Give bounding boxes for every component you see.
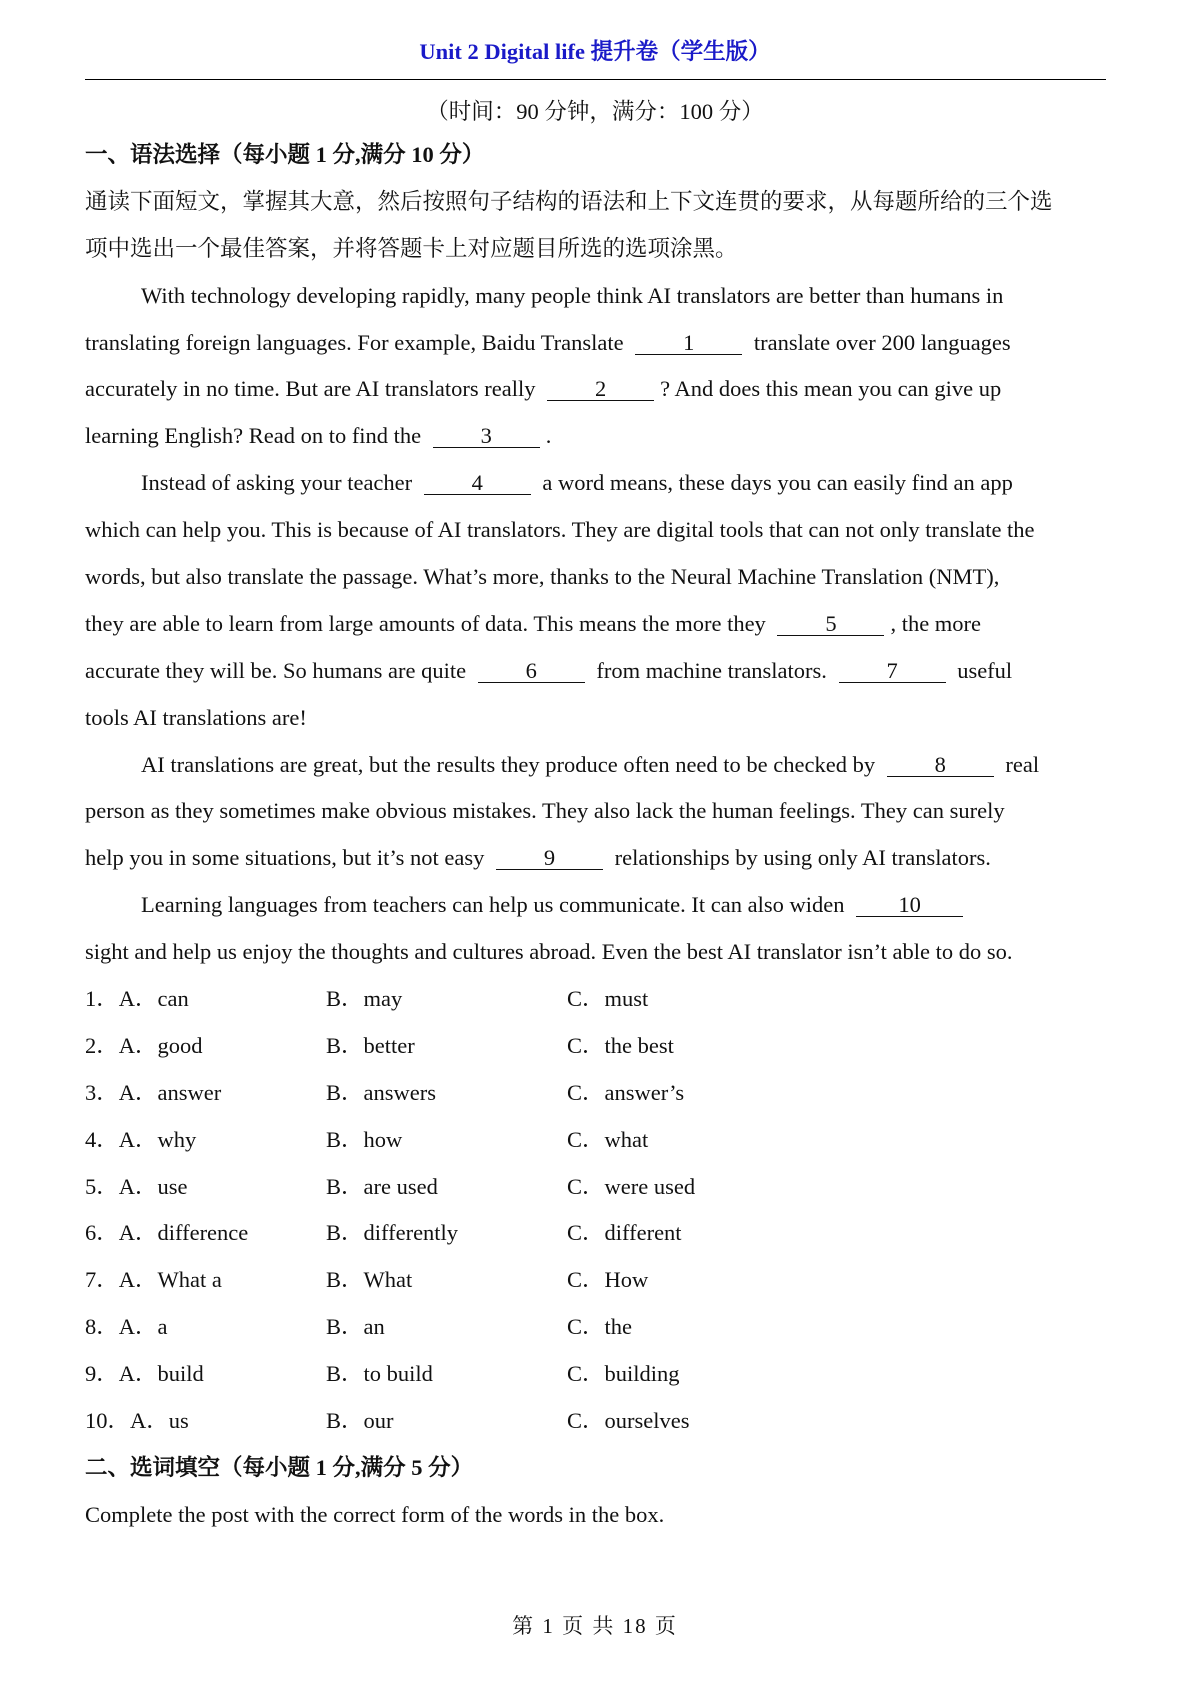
passage-line bbox=[85, 366, 1115, 413]
passage-text: accurately in no time. But are AI translators really bbox=[85, 376, 542, 402]
option-b[interactable]: B．better bbox=[326, 1032, 415, 1058]
option-b[interactable]: B．may bbox=[326, 986, 403, 1012]
passage-line bbox=[85, 882, 1115, 929]
section1-intro-line: 项中选出一个最佳答案，并将答题卡上对应题目所选的选项涂黑。 bbox=[85, 235, 738, 261]
passage-text: translating foreign languages. For example, Baidu Translate bbox=[85, 329, 630, 355]
passage-text: person as they sometimes make obvious mistakes. They also lack the human feelings. They can surely bbox=[85, 798, 1005, 824]
passage-line bbox=[85, 554, 1115, 601]
blank-5: 5 bbox=[777, 613, 884, 636]
question-options-row bbox=[85, 1210, 1115, 1257]
option-b[interactable]: B．how bbox=[326, 1126, 403, 1152]
passage-line bbox=[85, 413, 1115, 460]
question-options-row bbox=[85, 1117, 1115, 1164]
section1-intro-line: 通读下面短文，掌握其大意，然后按照句子结构的语法和上下文连贯的要求，从每题所给的三个选 bbox=[85, 188, 1053, 214]
option-b[interactable]: B．What bbox=[326, 1267, 413, 1293]
option-a[interactable]: 5．A．use bbox=[85, 1173, 188, 1199]
option-c[interactable]: C．were used bbox=[567, 1173, 696, 1199]
blank-9: 9 bbox=[496, 847, 603, 870]
question-options-row bbox=[85, 1398, 1115, 1445]
question-options-row bbox=[85, 1304, 1115, 1351]
passage-line bbox=[85, 648, 1115, 695]
question-options-row bbox=[85, 976, 1115, 1023]
page-number: 第 1 页 共 18 页 bbox=[512, 1614, 678, 1638]
section2-heading: 二、选词填空（每小题 1 分,满分 5 分） bbox=[85, 1454, 474, 1480]
option-c[interactable]: C．the best bbox=[567, 1032, 674, 1058]
passage-text: help you in some situations, but it’s not easy bbox=[85, 845, 490, 871]
option-a[interactable]: 1．A．can bbox=[85, 986, 189, 1012]
option-b[interactable]: B．to build bbox=[326, 1361, 433, 1387]
passage-text: accurate they will be. So humans are quite bbox=[85, 657, 472, 683]
passage-text: learning English? Read on to find the bbox=[85, 423, 427, 449]
option-a[interactable]: 9．A．build bbox=[85, 1361, 204, 1387]
blank-6: 6 bbox=[478, 660, 585, 683]
header-divider bbox=[85, 79, 1106, 80]
passage-line bbox=[85, 929, 1115, 976]
passage-line bbox=[85, 460, 1115, 507]
option-a[interactable]: 6．A．difference bbox=[85, 1220, 249, 1246]
passage-line bbox=[85, 320, 1115, 367]
blank-2: 2 bbox=[547, 378, 654, 401]
option-c[interactable]: C．the bbox=[567, 1314, 632, 1340]
option-c[interactable]: C．what bbox=[567, 1126, 649, 1152]
document-title: Unit 2 Digital life 提升卷（学生版） bbox=[419, 39, 771, 64]
blank-7: 7 bbox=[839, 660, 946, 683]
option-b[interactable]: B．our bbox=[326, 1408, 394, 1434]
passage-text: Learning languages from teachers can help us communicate. It can also widen bbox=[141, 892, 851, 918]
option-a[interactable]: 3．A．answer bbox=[85, 1079, 222, 1105]
passage-line bbox=[85, 273, 1115, 320]
passage-text: useful bbox=[951, 657, 1013, 683]
passage-line bbox=[85, 601, 1115, 648]
question-options-row bbox=[85, 1023, 1115, 1070]
blank-8: 8 bbox=[887, 754, 994, 777]
option-c[interactable]: C．How bbox=[567, 1267, 649, 1293]
passage-text: ? And does this mean you can give up bbox=[660, 376, 1002, 402]
option-a[interactable]: 10．A．us bbox=[85, 1408, 189, 1434]
option-c[interactable]: C．different bbox=[567, 1220, 682, 1246]
time-info: （时间：90 分钟，满分：100 分） bbox=[426, 99, 764, 124]
blank-3: 3 bbox=[433, 425, 540, 448]
passage bbox=[85, 273, 1115, 976]
passage-text: sight and help us enjoy the thoughts and cultures abroad. Even the best AI translator isn’t able to do so. bbox=[85, 939, 1013, 965]
option-b[interactable]: B．are used bbox=[326, 1173, 438, 1199]
option-a[interactable]: 8．A．a bbox=[85, 1314, 168, 1340]
passage-text: , the more bbox=[890, 610, 982, 636]
passage-line bbox=[85, 695, 1115, 742]
passage-text: they are able to learn from large amounts of data. This means the more they bbox=[85, 610, 772, 636]
blank-10: 10 bbox=[856, 894, 963, 917]
passage-line bbox=[85, 835, 1115, 882]
option-a[interactable]: 7．A．What a bbox=[85, 1267, 222, 1293]
option-b[interactable]: B．an bbox=[326, 1314, 385, 1340]
option-c[interactable]: C．building bbox=[567, 1361, 680, 1387]
passage-text: AI translations are great, but the results they produce often need to be checked by bbox=[141, 751, 881, 777]
section2-instruction: Complete the post with the correct form of the words in the box. bbox=[85, 1501, 665, 1527]
blank-4: 4 bbox=[424, 472, 531, 495]
passage-line bbox=[85, 507, 1115, 554]
section1-heading: 一、语法选择（每小题 1 分,满分 10 分） bbox=[85, 142, 485, 167]
option-c[interactable]: C．ourselves bbox=[567, 1408, 690, 1434]
question-options-row bbox=[85, 1070, 1115, 1117]
blank-1: 1 bbox=[635, 332, 742, 355]
question-options-row bbox=[85, 1257, 1115, 1304]
passage-text: relationships by using only AI translators. bbox=[608, 845, 991, 871]
question-options-row bbox=[85, 1164, 1115, 1211]
passage-text: from machine translators. bbox=[590, 657, 833, 683]
passage-line bbox=[85, 742, 1115, 789]
question-options-row bbox=[85, 1351, 1115, 1398]
document-body bbox=[85, 132, 1115, 1539]
passage-line bbox=[85, 788, 1115, 835]
option-c[interactable]: C．must bbox=[567, 986, 649, 1012]
passage-text: Instead of asking your teacher bbox=[141, 470, 418, 496]
option-b[interactable]: B．answers bbox=[326, 1079, 436, 1105]
passage-text: tools AI translations are! bbox=[85, 704, 307, 730]
option-b[interactable]: B．differently bbox=[326, 1220, 459, 1246]
passage-text: real bbox=[999, 751, 1040, 777]
option-a[interactable]: 2．A．good bbox=[85, 1032, 203, 1058]
option-c[interactable]: C．answer’s bbox=[567, 1079, 685, 1105]
passage-text: words, but also translate the passage. What’s more, thanks to the Neural Machine Translation (NMT), bbox=[85, 564, 1000, 590]
option-a[interactable]: 4．A．why bbox=[85, 1126, 197, 1152]
options-list bbox=[85, 976, 1115, 1445]
passage-text: translate over 200 languages bbox=[748, 329, 1011, 355]
passage-text: . bbox=[545, 423, 552, 449]
passage-text: which can help you. This is because of AI translators. They are digital tools that can not only translate the bbox=[85, 517, 1035, 543]
passage-text: a word means, these days you can easily find an app bbox=[536, 470, 1013, 496]
passage-text: With technology developing rapidly, many people think AI translators are better than humans in bbox=[141, 282, 1004, 308]
